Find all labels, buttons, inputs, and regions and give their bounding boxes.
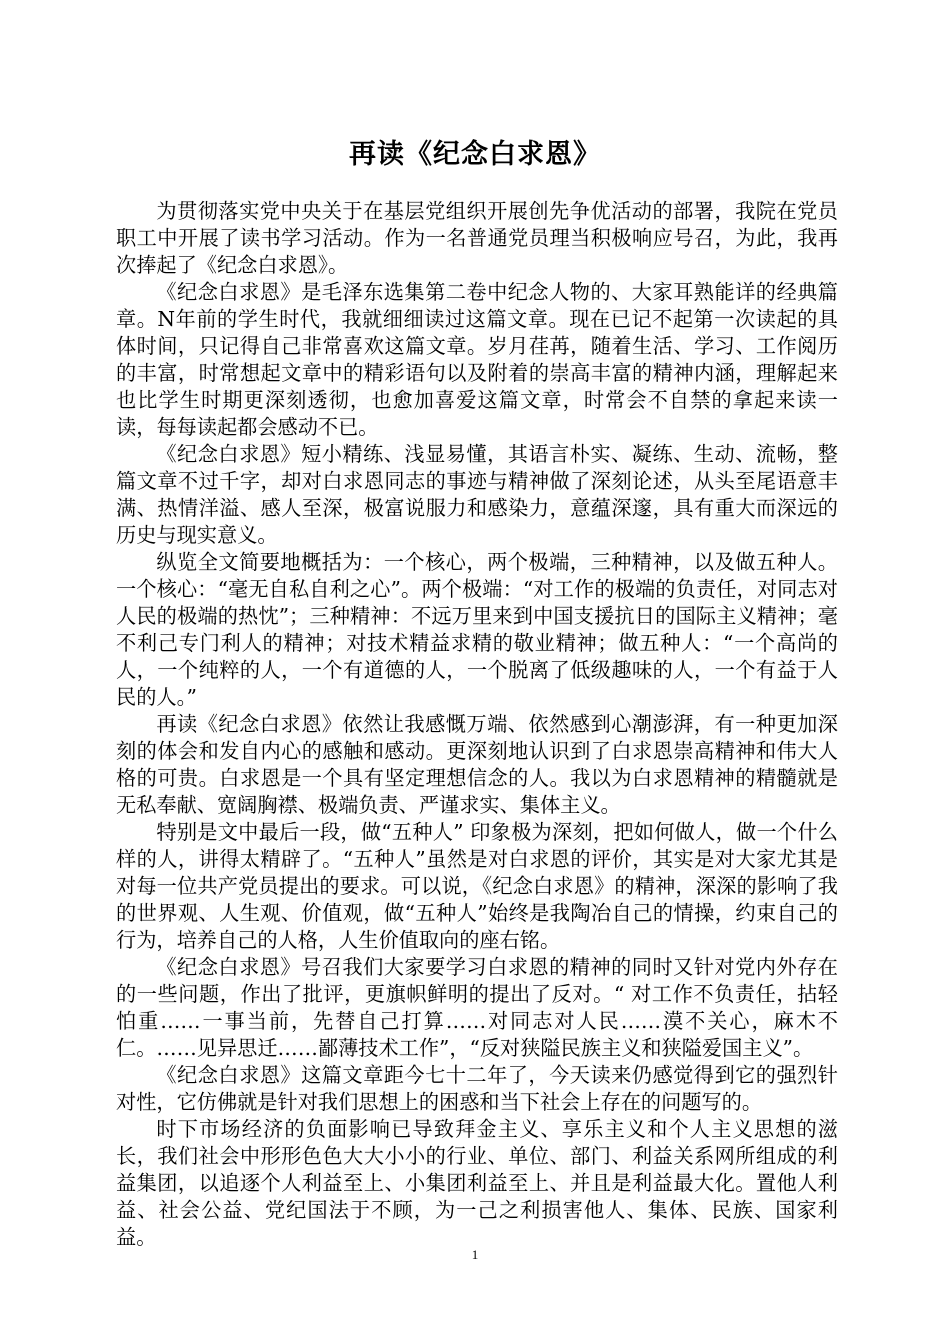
paragraph-1: 为贯彻落实党中央关于在基层党组织开展创先争优活动的部署，我院在党员职工中开展了读书学习活动。作为一名普通党员理当积极响应号召，为此，我再次捧起了《纪念白求恩》。	[116, 199, 838, 277]
paragraph-4: 纵览全文简要地概括为：一个核心，两个极端，三种精神，以及做五种人。一个核心：“毫无自私自利之心”。两个极端：“对工作的极端的负责任，对同志对人民的极端的热忱”；三种精神：不远万里来到中国支援抗日的国际主义精神；毫不利己专门利人的精神；对技术精益求精的敬业精神；做五种人：“一个高尚的人，一个纯粹的人，一个有道德的人，一个脱离了低级趣味的人，一个有益于人民的人。”	[116, 550, 838, 709]
paragraph-2: 《纪念白求恩》是毛泽东选集第二卷中纪念人物的、大家耳熟能详的经典篇章。N年前的学生时代，我就细细读过这篇文章。现在已记不起第一次读起的具体时间，只记得自己非常喜欢这篇文章。岁月荏苒，随着生活、学习、工作阅历的丰富，时常想起文章中的精彩语句以及附着的崇高丰富的精神内涵，理解起来也比学生时期更深刻透彻，也愈加喜爱这篇文章，时常会不自禁的拿起来读一读，每每读起都会感动不已。	[116, 280, 838, 439]
paragraph-5: 再读《纪念白求恩》依然让我感慨万端、依然感到心潮澎湃，有一种更加深刻的体会和发自内心的感触和感动。更深刻地认识到了白求恩崇高精神和伟大人格的可贵。白求恩是一个具有坚定理想信念的人。我以为白求恩精神的精髓就是无私奉献、宽阔胸襟、极端负责、严谨求实、集体主义。	[116, 712, 838, 817]
paragraph-7: 《纪念白求恩》号召我们大家要学习白求恩的精神的同时又针对党内外存在的一些问题，作出了批评，更旗帜鲜明的提出了反对。“ 对工作不负责任，拈轻怕重……一事当前，先替自己打算……对同志对人民……漠不关心，麻木不仁。……见异思迁……鄙薄技术工作”，“反对狭隘民族主义和狭隘爱国主义”。	[116, 955, 838, 1060]
paragraph-8: 《纪念白求恩》这篇文章距今七十二年了，今天读来仍感觉得到它的强烈针对性，它仿佛就是针对我们思想上的困惑和当下社会上存在的问题写的。	[116, 1063, 838, 1114]
document-title: 再读《纪念白求恩》	[349, 139, 601, 170]
paragraph-3: 《纪念白求恩》短小精练、浅显易懂，其语言朴实、凝练、生动、流畅，整篇文章不过千字，却对白求恩同志的事迹与精神做了深刻论述，从头至尾语意丰满、热情洋溢、感人至深，极富说服力和感染力，意蕴深邃，具有重大而深远的历史与现实意义。	[116, 442, 838, 547]
paragraph-6: 特别是文中最后一段，做“五种人” 印象极为深刻，把如何做人，做一个什么样的人，讲得太精辟了。“五种人”虽然是对白求恩的评价，其实是对大家尤其是对每一位共产党员提出的要求。可以说，《纪念白求恩》的精神，深深的影响了我的世界观、人生观、价值观，做“五种人”始终是我陶冶自己的情操，约束自己的行为，培养自己的人格，人生价值取向的座右铭。	[116, 820, 838, 952]
document-body	[116, 198, 838, 1251]
page-number: 1	[471, 1247, 479, 1262]
paragraph-9: 时下市场经济的负面影响已导致拜金主义、享乐主义和个人主义思想的滋长，我们社会中形形色色大大小小的行业、单位、部门、利益关系网所组成的利益集团，以追逐个人利益至上、小集团利益至上、并且是利益最大化。置他人利益、社会公益、党纪国法于不顾，为一己之利损害他人、集体、民族、国家利益。	[116, 1117, 838, 1249]
